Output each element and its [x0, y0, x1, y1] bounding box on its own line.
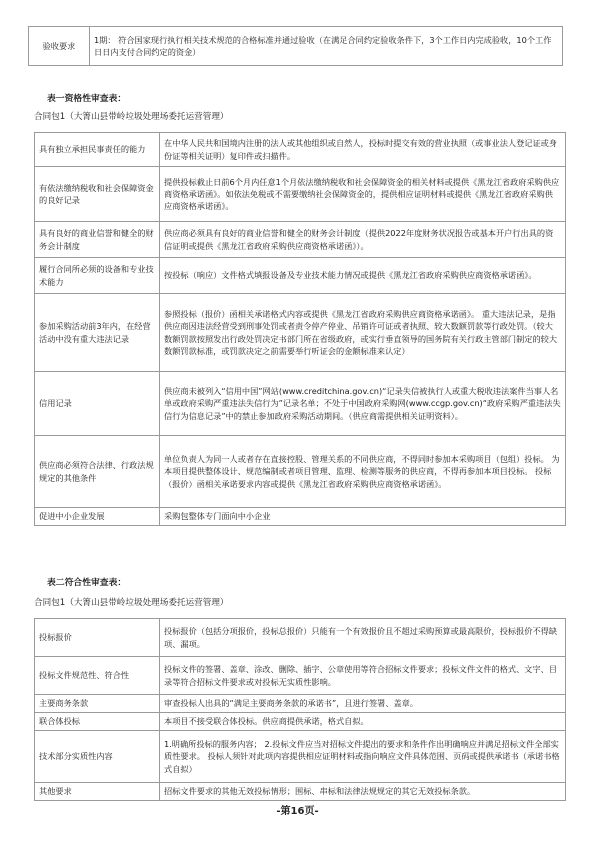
table-row: [35, 508, 566, 526]
qualification-table: [34, 132, 566, 526]
table-row: [35, 222, 566, 258]
table-row: [29, 27, 563, 66]
table2-package: 合同包1（大箐山县带岭垃圾处理场委托运营管理）: [34, 598, 229, 608]
table-row: [35, 731, 566, 783]
page-number: -第16页-: [276, 806, 319, 817]
row-key: 参加采购活动前3年内，在经营活动中没有重大违法记录: [35, 294, 160, 372]
row-key: 具有良好的商业信誉和健全的财务会计制度: [35, 222, 160, 258]
row-value: 投标文件的签署、盖章、涂改、删除、插字、公章使用等符合招标文件要求；投标文件文件的格式、文字、目录等符合招标文件要求或对投标无实质性影响。: [160, 657, 566, 695]
row-key: 促进中小企业发展: [35, 508, 160, 526]
table1-heading: 表一资格性审查表：: [47, 94, 127, 104]
table-row: [35, 619, 566, 657]
table-row: [35, 372, 566, 436]
table-row: [35, 695, 566, 713]
row-key: 其他要求: [35, 783, 160, 801]
row-key: 联合体投标: [35, 713, 160, 731]
row-key: 主要商务条款: [35, 695, 160, 713]
table-row: [35, 167, 566, 222]
table-row: [35, 133, 566, 167]
row-value: 本项目不接受联合体投标。供应商提供承诺，格式自拟。: [160, 713, 566, 731]
table-row: [35, 294, 566, 372]
row-value: 供应商必须具有良好的商业信誉和健全的财务会计制度（提供2022年度财务状况报告或基本开户行出具的资信证明或提供《黑龙江省政府采购供应商资格承诺函》）。: [160, 222, 566, 258]
acceptance-text: 1期： 符合国家现行执行相关技术规范的合格标准并通过验收（在满足合同约定验收条件下，3个工作日内完成验收，10个工作日日内支付合同约定的资金）: [90, 27, 563, 66]
compliance-table: [34, 618, 566, 801]
table-row: [35, 713, 566, 731]
row-key: 具有独立承担民事责任的能力: [35, 133, 160, 167]
row-value: 采购包整体专门面向中小企业: [160, 508, 566, 526]
table2-heading: 表二符合性审查表：: [47, 578, 127, 588]
row-value: 在中华人民共和国境内注册的法人或其他组织或自然人，投标时提交有效的营业执照（或事业法人登记证或身份证等相关证明）复印件或扫描件。: [160, 133, 566, 167]
table-row: [35, 783, 566, 801]
row-value: 提供投标截止日前6个月内任意1个月依法缴纳税收和社会保障资金的相关材料或提供《黑龙江省政府采购供应商资格承诺函》。如依法免税或不需要缴纳社会保障资金的，提供相应证明材料或提供《黑龙江省政府采购供应商资格承诺函》。: [160, 167, 566, 222]
row-value: 1.明确所投标的服务内容； 2.投标文件应当对招标文件提出的要求和条件作出明确响应并满足招标文件全部实质性要求。 投标人须针对此项内容提供相应证明材料或指向响应文件具体范围、页码或提供承诺书（承诺书格式自拟）: [160, 731, 566, 783]
table-row: [35, 436, 566, 508]
row-value: 招标文件要求的其他无效投标情形；围标、串标和法律法规规定的其它无效投标条款。: [160, 783, 566, 801]
row-key: 有依法缴纳税收和社会保障资金的良好记录: [35, 167, 160, 222]
row-value: 参照投标（报价）函相关承诺格式内容或提供《黑龙江省政府采购供应商资格承诺函》。 重大违法记录，是指供应商因违法经营受到刑事处罚或者责令停产停业、吊销许可证或者执照、较大数额罚款等行政处罚。（较大数额罚款按照发出行政处罚决定书部门所在省级政府，或实行垂直领导的国务院有关行政主管部门制定的较大数额罚款标准，或罚款决定之前需要举行听证会的金额标准来认定）: [160, 294, 566, 372]
row-value: 投标报价（包括分项报价，投标总报价）只能有一个有效报价且不超过采购预算或最高限价，投标报价不得缺项、漏项。: [160, 619, 566, 657]
row-key: 投标文件规范性、符合性: [35, 657, 160, 695]
table-row: [35, 657, 566, 695]
row-key: 供应商必须符合法律、行政法规规定的其他条件: [35, 436, 160, 508]
row-value: 审查投标人出具的“满足主要商务条款的承诺书”，且进行签署、盖章。: [160, 695, 566, 713]
table1-package: 合同包1（大箐山县带岭垃圾处理场委托运营管理）: [34, 112, 229, 122]
row-value: 供应商未被列入“信用中国”网站(www.creditchina.gov.cn)“记录失信被执行人或重大税收违法案件当事人名单或政府采购严重违法失信行为”记录名单；不处于中国政府采购网(www.ccgp.gov.cn)“政府采购严重违法失信行为信息记录”中的禁止参加政府采购活动期间。（供应商需提供相关证明资料）。: [160, 372, 566, 436]
acceptance-label: 验收要求: [29, 27, 90, 66]
table-row: [35, 258, 566, 294]
row-value: 按投标（响应）文件格式填报设备及专业技术能力情况或提供《黑龙江省政府采购供应商资格承诺函》。: [160, 258, 566, 294]
row-key: 信用记录: [35, 372, 160, 436]
acceptance-table: [28, 26, 563, 66]
row-value: 单位负责人为同一人或者存在直接控股、管理关系的不同供应商，不得同时参加本采购项目（包组）投标。 为本项目提供整体设计、规范编制或者项目管理、监理、检测等服务的供应商，不得再参加本项目投标。 投标（报价）函相关承诺要求内容或提供《黑龙江省政府采购供应商资格承诺函》。: [160, 436, 566, 508]
row-key: 履行合同所必须的设备和专业技术能力: [35, 258, 160, 294]
row-key: 投标报价: [35, 619, 160, 657]
row-key: 技术部分实质性内容: [35, 731, 160, 783]
